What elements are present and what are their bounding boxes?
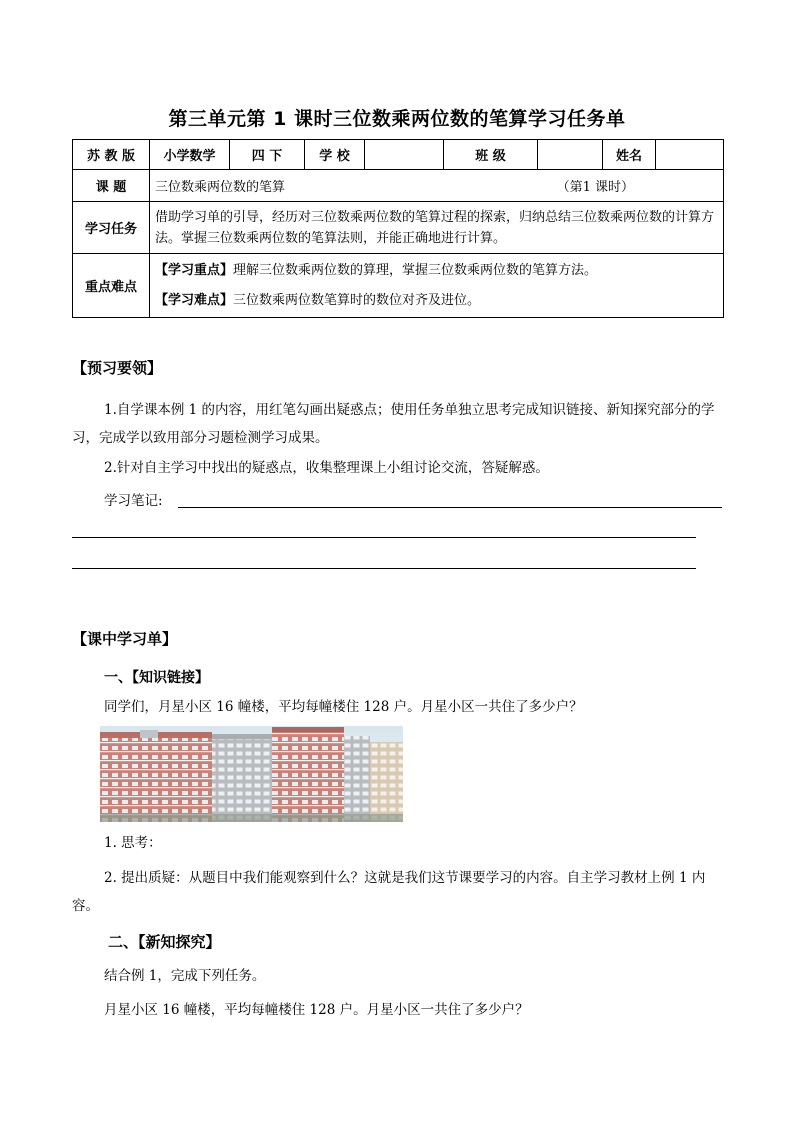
difficulty-text: 三位数乘两位数笔算时的数位对齐及进位。 [233,292,481,308]
period-value: （第1 课时） [556,180,634,195]
notes-label: 学习笔记: [104,493,163,509]
name-value [656,140,724,170]
difficulty-tag: 【学习难点】 [155,292,234,308]
key-point-text: 理解三位数乘两位数的算理，掌握三位数乘两位数的笔算方法。 [233,262,598,278]
grade-cell: 四 下 [230,140,305,170]
subject-cell: 小学数学 [150,140,230,170]
think-item: 1. 思考： [104,835,162,851]
topic-value: 三位数乘两位数的笔算 [155,180,286,195]
new-knowledge-heading: 二、【新知探究】 [108,933,221,951]
topic-cell [150,170,724,202]
school-value [365,140,444,170]
question-1: 同学们，月星小区 16 幢楼，平均每幢楼住 128 户。月星小区一共住了多少户？ [104,699,583,715]
task-label: 学习任务 [73,202,150,254]
school-label: 学 校 [305,140,365,170]
document-title: 第三单元第 1 课时三位数乘两位数的笔算学习任务单 [168,108,626,130]
knowledge-link-heading: 一、【知识链接】 [104,670,209,686]
key-point-tag: 【学习重点】 [155,262,234,278]
preview-item-1: 1.自学课本例 1 的内容，用红笔勾画出疑惑点；使用任务单独立思考完成知识链接、新知探究部分的学习，完成学以致用部分习题检测学习成果。 [72,402,715,446]
key-label: 重点难点 [73,254,150,318]
task-text: 借助学习单的引导，经历对三位数乘两位数的笔算过程的探索，归纳总结三位数乘两位数的计算方法。掌握三位数乘两位数的笔算法则，并能正确地进行计算。 [150,202,724,254]
question-2: 月星小区 16 幢楼，平均每幢楼住 128 户。月星小区一共住了多少户？ [104,1002,529,1018]
edition-cell: 苏 教 版 [73,140,150,170]
topic-label: 课 题 [73,170,150,202]
info-table [72,139,724,318]
name-label: 姓名 [603,140,656,170]
apartment-buildings-image [100,726,403,822]
class-label: 班 级 [444,140,538,170]
class-value [538,140,603,170]
notes-line-1 [178,507,722,508]
preview-heading: 【预习要领】 [72,359,163,377]
question-item: 2. 提出质疑：从题目中我们能观察到什么？这就是我们这节课要学习的内容。自主学习教材上例 1 内容。 [72,870,706,914]
key-cell [150,254,724,318]
notes-line-3 [72,568,696,569]
class-heading: 【课中学习单】 [72,630,178,648]
preview-item-2: 2.针对自主学习中找出的疑惑点，收集整理课上小组讨论交流，答疑解惑。 [104,460,549,476]
combine-instruction: 结合例 1，完成下列任务。 [104,968,266,984]
notes-line-2 [72,537,696,538]
